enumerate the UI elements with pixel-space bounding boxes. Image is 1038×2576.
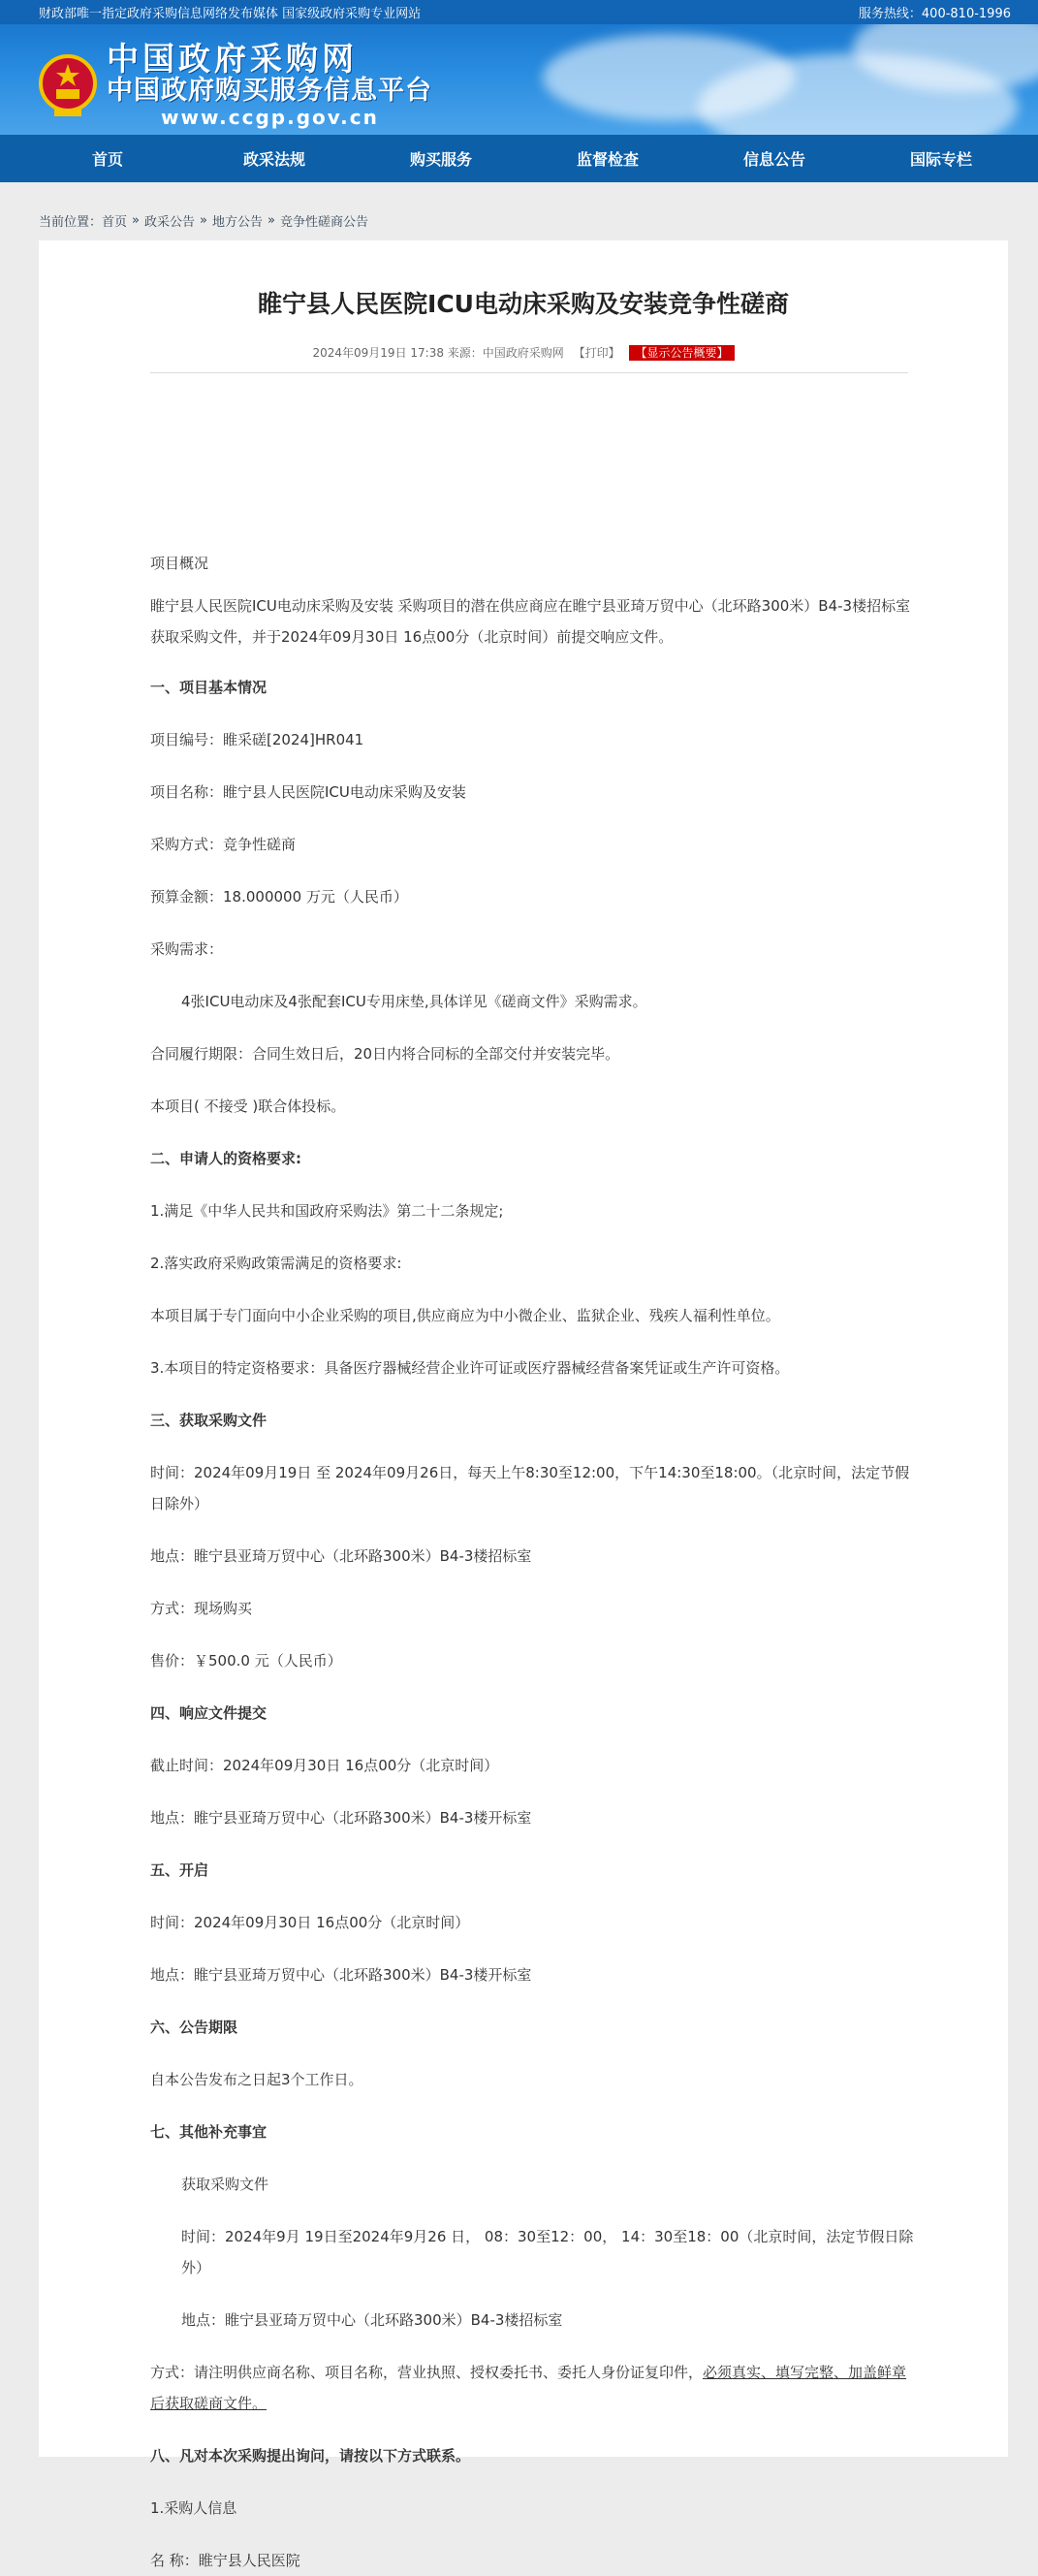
section-heading: 六、公告期限 [150,2019,238,2036]
section-heading: 四、响应文件提交 [150,1704,267,1722]
paragraph: 自本公告发布之日起3个工作日。 [150,2071,363,2088]
paragraph: 地点：睢宁县亚琦万贸中心（北环路300米）B4-3楼招标室 [150,1547,532,1565]
section-heading: 七、其他补充事宜 [150,2123,267,2141]
paragraph: 地点：睢宁县亚琦万贸中心（北环路300米）B4-3楼招标室 [181,2311,563,2329]
nav-announcements[interactable]: 信息公告 [742,150,805,169]
article-panel [39,240,1008,2569]
paragraph: 采购方式：竞争性磋商 [150,836,297,853]
section-heading: 五、开启 [150,1861,209,1879]
paragraph: 睢宁县人民医院ICU电动床采购及安装 采购项目的潜在供应商应在睢宁县亚琦万贸中心（北环路300米）B4-3楼招标室获取采购文件，并于2024年09月30日 16点00分（北京时间）前提交响应文件。 [150,597,911,646]
paragraph: 本项目( 不接受 )联合体投标。 [150,1097,346,1115]
paragraph [150,2357,916,2419]
top-info-bar [0,0,1038,24]
nav-international[interactable]: 国际专栏 [909,150,972,169]
paragraph: 采购需求： [150,940,224,958]
title-divider [150,372,908,373]
paragraph: 2.落实政府采购政策需满足的资格要求: [150,1255,402,1272]
paragraph: 项目名称：睢宁县人民医院ICU电动床采购及安装 [150,783,466,801]
breadcrumb-prefix: 当前位置： [39,214,103,230]
section-heading: 八、凡对本次采购提出询问，请按以下方式联系。 [150,2447,471,2465]
paragraph: 3.本项目的特定资格要求：具备医疗器械经营企业许可证或医疗器械经营备案凭证或生产许可资格。 [150,1359,790,1377]
paragraph: 时间：2024年9月 19日至2024年9月26 日， 08：30至12：00， 14：30至18：00（北京时间，法定节假日除外） [181,2228,914,2276]
breadcrumb-sep: » [267,212,275,228]
nav-supervision[interactable]: 监督检查 [576,150,639,169]
national-emblem-icon [37,50,99,120]
paragraph: 时间：2024年09月19日 至 2024年09月26日，每天上午8:30至12:00，下午14:30至18:00。（北京时间，法定节假日除外） [150,1464,910,1512]
logo-title: 中国政府采购网 [107,40,358,78]
logo-subtitle: 中国政府购买服务信息平台 [107,76,432,106]
paragraph: 4张ICU电动床及4张配套ICU专用床垫,具体详见《磋商文件》采购需求。 [181,993,647,1010]
article-meta [39,344,1008,361]
paragraph: 1.满足《中华人民共和国政府采购法》第二十二条规定; [150,1202,504,1220]
site-logo[interactable] [37,42,432,129]
breadcrumb [0,182,1038,242]
paragraph: 截止时间：2024年09月30日 16点00分（北京时间） [150,1757,499,1774]
breadcrumb-sep: » [200,212,207,228]
logo-url: www.ccgp.gov.cn [161,106,379,129]
site-banner [0,24,1038,135]
underlined-text: 必须真实、填写完整、加盖鲜章后获取磋商文件。 [150,2364,907,2412]
paragraph: 时间：2024年09月30日 16点00分（北京时间） [150,1914,470,1931]
paragraph: 方式：现场购买 [150,1600,253,1617]
paragraph: 项目编号：睢采磋[2024]HR041 [150,731,364,748]
nav-home[interactable]: 首页 [91,150,123,169]
breadcrumb-home[interactable]: 首页 [102,214,128,230]
paragraph: 地点：睢宁县亚琦万贸中心（北环路300米）B4-3楼开标室 [150,1809,532,1827]
show-summary-button[interactable]: 【显示公告概要】 [629,345,734,361]
paragraph: 预算金额：18.000000 万元（人民币） [150,888,408,906]
paragraph: 1.采购人信息 [150,2499,237,2517]
site-slogan: 财政部唯一指定政府采购信息网络发布媒体 国家级政府采购专业网站 [39,7,422,21]
nav-regulations[interactable]: 政采法规 [242,150,305,169]
paragraph: 地点：睢宁县亚琦万贸中心（北环路300米）B4-3楼开标室 [150,1966,532,1984]
paragraph: 合同履行期限：合同生效日后，20日内将合同标的全部交付并安装完毕。 [150,1045,620,1063]
service-hotline: 服务热线：400-810-1996 [858,7,1011,21]
breadcrumb-local[interactable]: 地方公告 [211,214,263,230]
article-title: 睢宁县人民医院ICU电动床采购及安装竞争性磋商 [258,290,789,318]
paragraph: 本项目属于专门面向中小企业采购的项目,供应商应为中小微企业、监狱企业、残疾人福利性单位。 [150,1307,780,1324]
section-heading: 三、获取采购文件 [150,1412,267,1429]
breadcrumb-current[interactable]: 竞争性磋商公告 [279,214,368,230]
nav-purchase-services[interactable]: 购买服务 [409,150,472,169]
breadcrumb-procurement[interactable]: 政采公告 [144,214,196,230]
publish-time: 2024年09月19日 17:38 [312,346,444,360]
paragraph-text: 方式：请注明供应商名称、项目名称，营业执照、授权委托书、委托人身份证复印件， [150,2364,704,2381]
paragraph: 名 称：睢宁县人民医院 [150,2552,300,2569]
paragraph: 售价：￥500.0 元（人民币） [150,1652,342,1670]
paragraph: 项目概况 [150,555,209,572]
main-nav [0,135,1038,182]
paragraph: 获取采购文件 [181,2176,269,2193]
breadcrumb-sep: » [132,212,140,228]
print-link[interactable]: 【打印】 [573,346,620,360]
publish-source: 来源：中国政府采购网 [447,346,564,360]
section-heading: 二、申请人的资格要求: [150,1150,301,1167]
section-heading: 一、项目基本情况 [150,679,267,696]
